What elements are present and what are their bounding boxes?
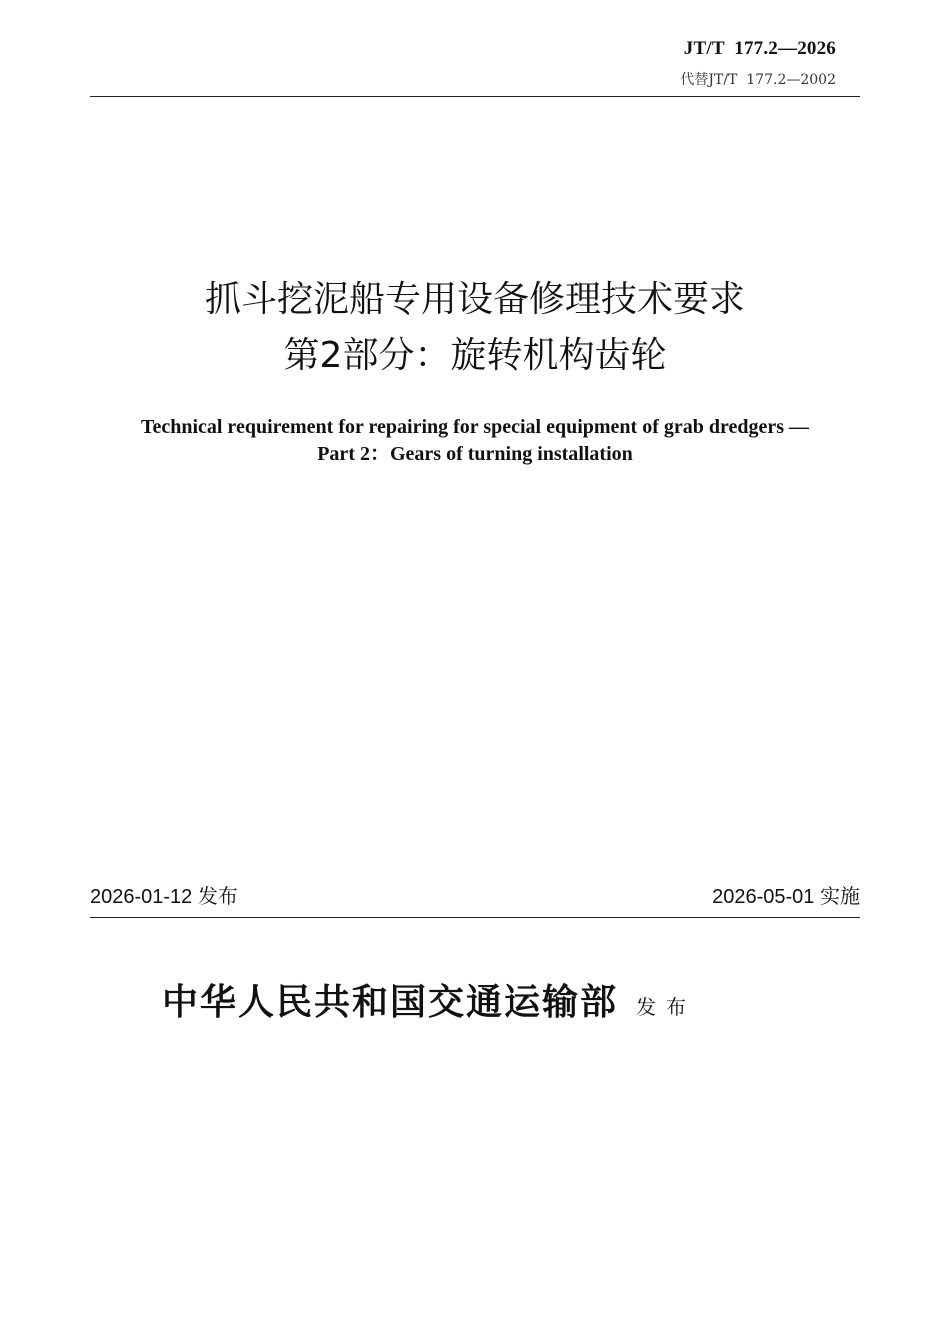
title-english-line-1: Technical requirement for repairing for special equipment of grab dredgers — <box>140 416 810 438</box>
footer-divider <box>90 917 860 918</box>
replaces-standard: 代替JT/T 177.2—2002 <box>680 72 836 88</box>
standard-number: JT/T 177.2—2026 <box>683 38 836 59</box>
title-english-line-2: Part 2：Gears of turning installation <box>317 443 633 465</box>
issuer-block <box>162 974 696 1025</box>
issuer-name: 中华人民共和国交通运输部 <box>162 981 619 1023</box>
issuer-action: 发布 <box>636 995 697 1019</box>
issue-date: 2026-01-12 发布 <box>90 886 238 908</box>
header-divider <box>90 96 860 97</box>
title-chinese-line-1: 抓斗挖泥船专用设备修理技术要求 <box>204 279 745 320</box>
implementation-date: 2026-05-01 实施 <box>712 886 860 908</box>
title-chinese-line-2: 第2部分：旋转机构齿轮 <box>283 335 667 376</box>
